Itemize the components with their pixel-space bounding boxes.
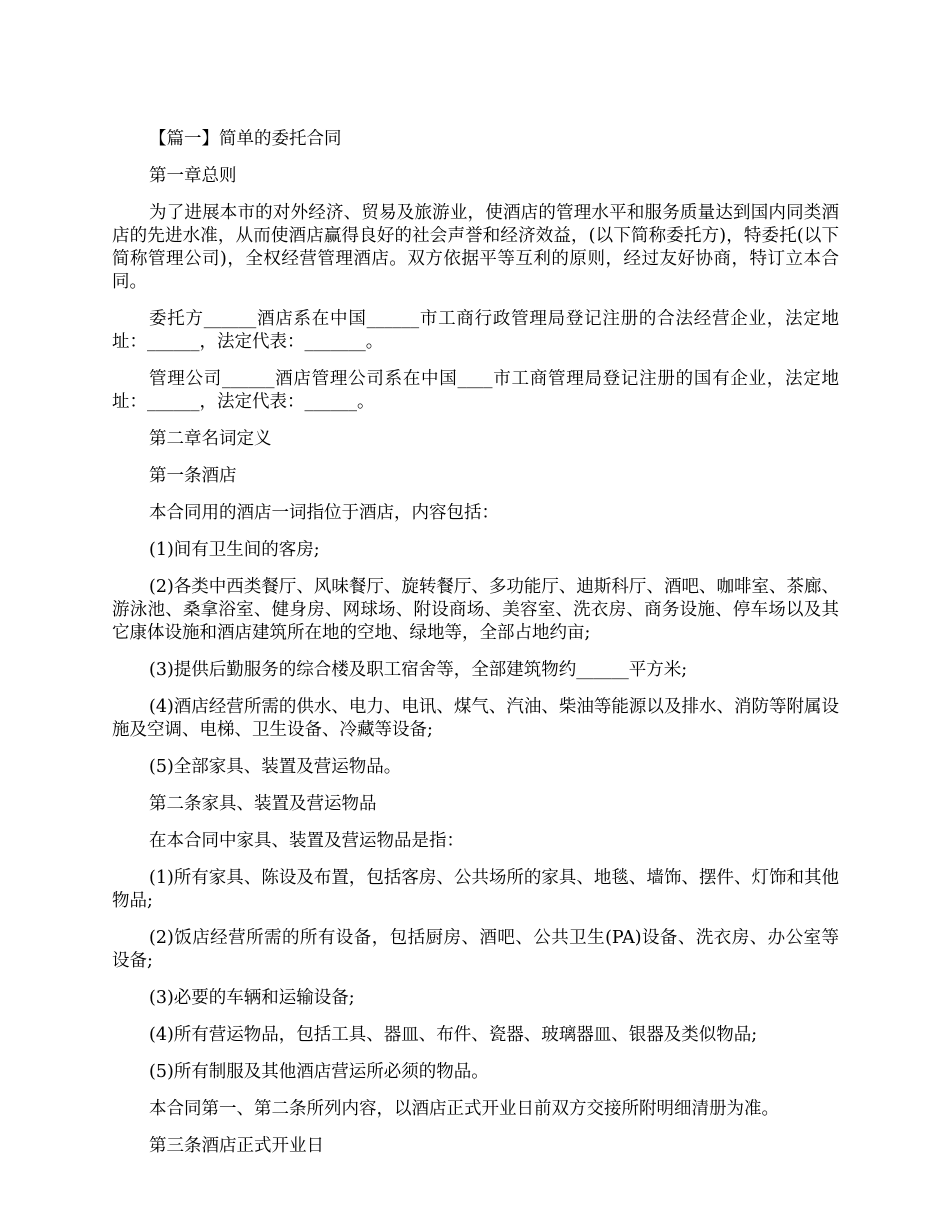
article-two-item-5: (5)所有制服及其他酒店营运所必须的物品。: [149, 1062, 489, 1082]
article-two-item-2: (2)饭店经营所需的所有设备，包括厨房、酒吧、公共卫生(PA)设备、洗衣房、办公室等设备;: [112, 928, 839, 971]
articles-scope-note: 本合同第一、第二条所列内容，以酒店正式开业日前双方交接所附明细清册为准。: [149, 1099, 779, 1119]
principal-party-paragraph: 委托方______酒店系在中国______市工商行政管理局登记注册的合法经营企业，法定地址：______，法定代表：_______。: [112, 309, 839, 352]
article-one-intro: 本合同用的酒店一词指位于酒店，内容包括：: [149, 503, 499, 523]
article-three-heading: 第三条酒店正式开业日: [149, 1136, 324, 1156]
document-body: [112, 128, 839, 1172]
preamble-paragraph: 为了进展本市的对外经济、贸易及旅游业，使酒店的管理水平和服务质量达到国内同类酒店的先进水准，从而使酒店赢得良好的社会声誉和经济效益，(以下简称委托方)，特委托(以下简称管理公司)，全权经营管理酒店。双方依据平等互利的原则，经过友好协商，特订立本合同。: [112, 203, 839, 292]
management-company-paragraph: 管理公司______酒店管理公司系在中国____市工商管理局登记注册的国有企业，法定地址：______，法定代表：______。: [112, 369, 839, 412]
article-one-item-3: (3)提供后勤服务的综合楼及职工宿舍等，全部建筑物约______平方米;: [149, 660, 688, 680]
article-one-heading: 第一条酒店: [149, 466, 237, 486]
article-one-item-1: (1)间有卫生间的客房;: [149, 540, 320, 560]
article-two-intro: 在本合同中家具、装置及营运物品是指：: [149, 831, 464, 851]
article-one-item-2: (2)各类中西类餐厅、风味餐厅、旋转餐厅、多功能厅、迪斯科厅、酒吧、咖啡室、茶廊、游泳池、桑拿浴室、健身房、网球场、附设商场、美容室、洗衣房、商务设施、停车场以及其它康体设施和酒店建筑所在地的空地、绿地等，全部占地约亩;: [112, 577, 839, 643]
chapter-two-heading: 第二章名词定义: [149, 429, 272, 449]
article-two-heading: 第二条家具、装置及营运物品: [149, 794, 377, 814]
section-heading-part-one: 【篇一】简单的委托合同: [149, 129, 342, 149]
chapter-one-heading: 第一章总则: [149, 166, 237, 186]
article-one-item-4: (4)酒店经营所需的供水、电力、电讯、煤气、汽油、柴油等能源以及排水、消防等附属设施及空调、电梯、卫生设备、冷藏等设备;: [112, 697, 839, 740]
article-two-item-3: (3)必要的车辆和运输设备;: [149, 988, 355, 1008]
article-two-item-4: (4)所有营运物品，包括工具、器皿、布件、瓷器、玻璃器皿、银器及类似物品;: [149, 1025, 758, 1045]
article-one-item-5: (5)全部家具、装置及营运物品。: [149, 757, 402, 777]
article-two-item-1: (1)所有家具、陈设及布置，包括客房、公共场所的家具、地毯、墙饰、摆件、灯饰和其他物品;: [112, 868, 839, 911]
